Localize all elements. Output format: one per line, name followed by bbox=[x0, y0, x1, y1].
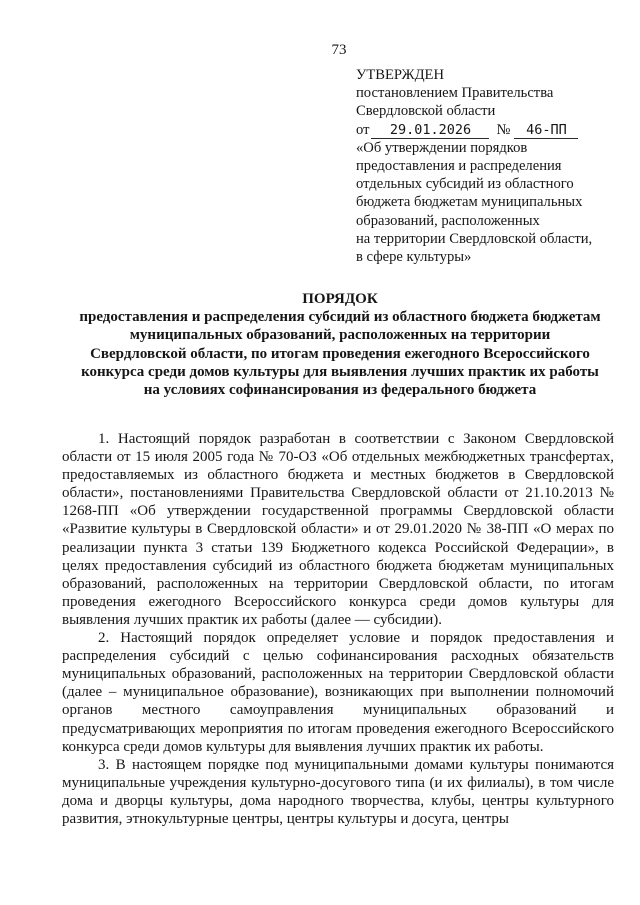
approval-status: УТВЕРЖДЕН bbox=[356, 67, 444, 83]
approval-date-line bbox=[356, 121, 612, 139]
approval-subject-line: предоставления и распределения bbox=[356, 158, 562, 175]
approval-subject-line: в сфере культуры» bbox=[356, 249, 472, 266]
paragraph-3: 3. В настоящем порядке под муниципальными домами культуры понимаются муниципальные учреждения культурно-досугового типа (и их филиалы), в том числе дома и дворцы культуры, дома народного творчества, клубы, центры культурного развития, этнокультурные центры, центры культуры и досуга, центры bbox=[62, 756, 614, 827]
approval-date-value: 29.01.2026 bbox=[371, 123, 489, 139]
approval-block bbox=[356, 66, 612, 266]
approval-number-value: 46-ПП bbox=[514, 123, 578, 139]
approval-subject-line: отдельных субсидий из областного bbox=[356, 176, 574, 193]
approval-subject-line: бюджета бюджетам муниципальных bbox=[356, 194, 583, 211]
doc-title-heading: ПОРЯДОК bbox=[302, 291, 378, 307]
body-text bbox=[62, 430, 614, 828]
approval-subject-line: «Об утверждении порядков bbox=[356, 139, 528, 156]
approval-line: Свердловской области bbox=[356, 103, 496, 120]
paragraph-2: 2. Настоящий порядок определяет условие и порядок предоставления и распределения субсидий с целью софинансирования расходных обязательств муниципальных образований, расположенных на территории Свердловской области (далее – муниципальное образование), возникающих при выполнении полномочий органов местного самоуправления муниципальных образований и предусматривающих мероприятия по итогам проведения ежегодного Всероссийского конкурса среди домов культуры для выявления лучших практик их работы. bbox=[62, 630, 614, 755]
approval-date-prefix: от bbox=[356, 121, 370, 138]
page-number: 73 bbox=[331, 42, 347, 58]
approval-line: постановлением Правительства bbox=[356, 85, 554, 102]
doc-title-line: на условиях софинансирования из федерального бюджета bbox=[143, 382, 537, 399]
doc-title-line: муниципальных образований, расположенных на территории bbox=[129, 327, 551, 344]
paragraph-1: 1. Настоящий порядок разработан в соответствии с Законом Свердловской области от 15 июля 2005 года № 70-ОЗ «Об отдельных межбюджетных трансфертах, предоставляемых из областного бюджета и местных бюджетов в Свердловской области», постановлениями Правительства Свердловской области от 21.10.2013 № 1268-ПП «Об утверждении государственной программы Свердловской области «Развитие культуры в Свердловской области» и от 29.01.2020 № 38-ПП «О мерах по реализации пункта 3 статьи 139 Бюджетного кодекса Российской Федерации», в целях предоставления субсидий из областного бюджета бюджетам муниципальных образований, расположенных на территории Свердловской области, по итогам проведения ежегодного Всероссийского конкурса среди домов культуры для выявления лучших практик их работы (далее — субсидии). bbox=[62, 431, 614, 628]
doc-title-line: предоставления и распределения субсидий из областного бюджета бюджетам bbox=[79, 309, 601, 326]
doc-title-line: конкурса среди домов культуры для выявления лучших практик их работы bbox=[81, 363, 599, 380]
doc-title bbox=[50, 290, 630, 399]
approval-number-sign: № bbox=[496, 121, 511, 138]
approval-subject-line: на территории Свердловской области, bbox=[356, 230, 593, 247]
approval-subject-line: образований, расположенных bbox=[356, 212, 540, 229]
doc-title-line: Свердловской области, по итогам проведения ежегодного Всероссийского bbox=[90, 345, 590, 362]
